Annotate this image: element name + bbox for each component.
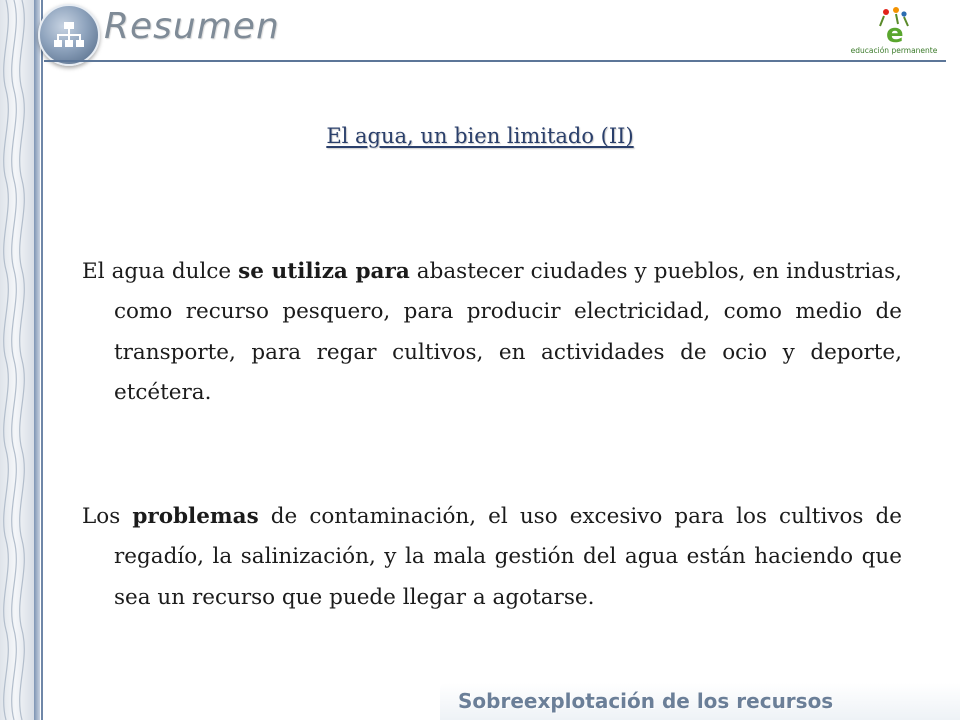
paragraph-problems-end: de contaminación, el uso excesivo para los cultivos de regadío, la salinización, y la mala gestión del agua están haciendo que sea un recurso que puede llegar a agotarse.: [114, 503, 902, 610]
brand-text: educación permanente: [850, 46, 938, 55]
binding-strip: [0, 0, 34, 720]
header-divider: [44, 60, 946, 62]
binding-edge: [34, 0, 40, 720]
paragraph-uses-end: abastecer ciudades y pueblos, en industrias, como recurso pesquero, para producir electricidad, como medio de transporte, para regar cultivos, en actividades de ocio y deporte, etcétera.: [114, 258, 902, 405]
footer-edge: [850, 683, 960, 720]
slide-title: El agua, un bien limitado (II): [326, 124, 634, 148]
paragraph-uses-bold: se utiliza para: [238, 258, 410, 284]
binding-pattern: [0, 0, 34, 720]
paragraph-uses: [82, 252, 902, 414]
paragraph-problems-start: Los: [82, 503, 133, 529]
educacion-permanente-logo-icon: [838, 4, 950, 60]
binding-line: [41, 0, 43, 720]
paragraph-uses-start: El agua dulce: [82, 258, 239, 284]
footer-bar: [440, 683, 850, 720]
svg-text:e: e: [886, 19, 904, 46]
footer-label: Sobreexplotación de los recursos: [458, 689, 834, 713]
paragraph-problems-bold: problemas: [132, 503, 259, 529]
paragraph-problems: [82, 497, 902, 619]
hierarchy-icon: [38, 4, 100, 66]
header-title: Resumen: [104, 6, 280, 47]
